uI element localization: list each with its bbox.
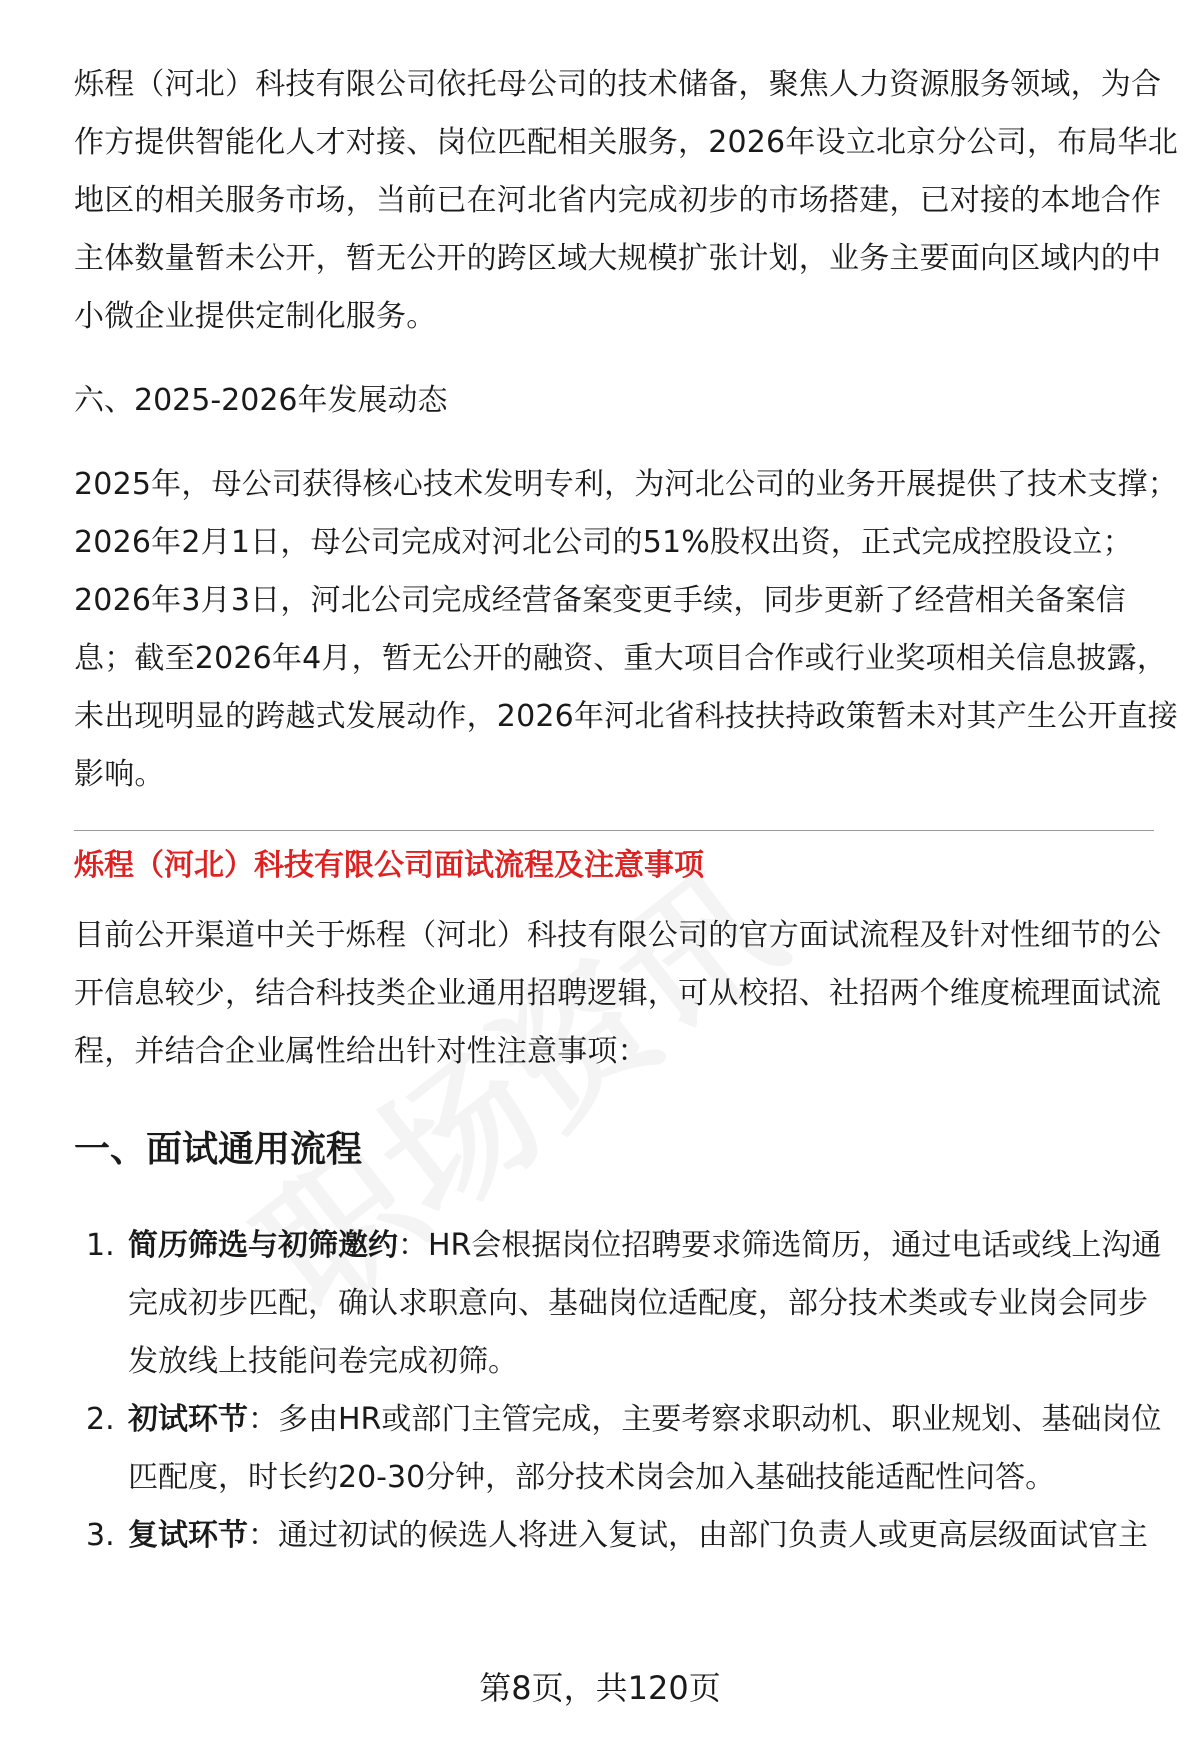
step-number: 1. (86, 1228, 115, 1263)
text-line: 作方提供智能化人才对接、岗位匹配相关服务，2026年设立北京分公司，布局华北 (74, 125, 1178, 160)
text-line: 2025年，母公司获得核心技术发明专利，为河北公司的业务开展提供了技术支撑； (74, 467, 1178, 502)
step-title: 复试环节 (128, 1518, 248, 1553)
text-line: 程，并结合企业属性给出针对性注意事项： (74, 1034, 648, 1069)
text-line: 匹配度，时长约20-30分钟，部分技术岗会加入基础技能适配性问答。 (128, 1460, 1056, 1495)
step-text: ：多由HR或部门主管完成，主要考察求职动机、职业规划、基础岗位 (248, 1402, 1162, 1437)
page-footer: 第8页，共120页 (479, 1669, 721, 1707)
text-line: 2026年2月1日，母公司完成对河北公司的51%股权出资，正式完成控股设立； (74, 525, 1133, 560)
interview-section-title: 烁程（河北）科技有限公司面试流程及注意事项 (74, 848, 704, 883)
step-text: ：HR会根据岗位招聘要求筛选简历，通过电话或线上沟通 (398, 1228, 1162, 1263)
step-text: ：通过初试的候选人将进入复试，由部门负责人或更高层级面试官主 (248, 1518, 1148, 1553)
interview-intro-paragraph (74, 907, 1162, 1081)
text-line: 影响。 (74, 757, 165, 792)
text-line: 烁程（河北）科技有限公司依托母公司的技术储备，聚焦人力资源服务领域，为合 (74, 67, 1162, 102)
text-line: 2026年3月3日，河北公司完成经营备案变更手续，同步更新了经营相关备案信 (74, 583, 1126, 618)
text-line (128, 1217, 1162, 1275)
step-title: 简历筛选与初筛邀约 (128, 1228, 398, 1263)
text-line: 未出现明显的跨越式发展动作，2026年河北省科技扶持政策暂未对其产生公开直接 (74, 699, 1178, 734)
intro-paragraph (74, 56, 1178, 346)
text-line: 目前公开渠道中关于烁程（河北）科技有限公司的官方面试流程及针对性细节的公 (74, 918, 1162, 953)
process-steps-list (74, 1217, 1162, 1565)
list-item (74, 1217, 1162, 1391)
document-page (74, 56, 1178, 1565)
step-number: 3. (86, 1518, 115, 1553)
text-line: 息；截至2026年4月，暂无公开的融资、重大项目合作或行业奖项相关信息披露， (74, 641, 1168, 676)
text-line: 主体数量暂未公开，暂无公开的跨区域大规模扩张计划，业务主要面向区域内的中 (74, 241, 1162, 276)
section-divider (74, 830, 1154, 831)
step-number: 2. (86, 1402, 115, 1437)
development-paragraph (74, 456, 1178, 804)
text-line: 开信息较少，结合科技类企业通用招聘逻辑，可从校招、社招两个维度梳理面试流 (74, 976, 1162, 1011)
text-line: 发放线上技能问卷完成初筛。 (128, 1344, 518, 1379)
section-heading-six: 六、2025-2026年发展动态 (74, 383, 448, 418)
general-process-heading: 一、面试通用流程 (74, 1129, 363, 1170)
text-line: 地区的相关服务市场，当前已在河北省内完成初步的市场搭建，已对接的本地合作 (74, 183, 1162, 218)
text-line (128, 1391, 1162, 1449)
list-item (74, 1507, 1154, 1565)
text-line: 完成初步匹配，确认求职意向、基础岗位适配度，部分技术类或专业岗会同步 (128, 1286, 1148, 1321)
text-line: 小微企业提供定制化服务。 (74, 299, 437, 334)
list-item (74, 1391, 1162, 1507)
text-line (128, 1507, 1154, 1565)
step-title: 初试环节 (128, 1402, 248, 1437)
